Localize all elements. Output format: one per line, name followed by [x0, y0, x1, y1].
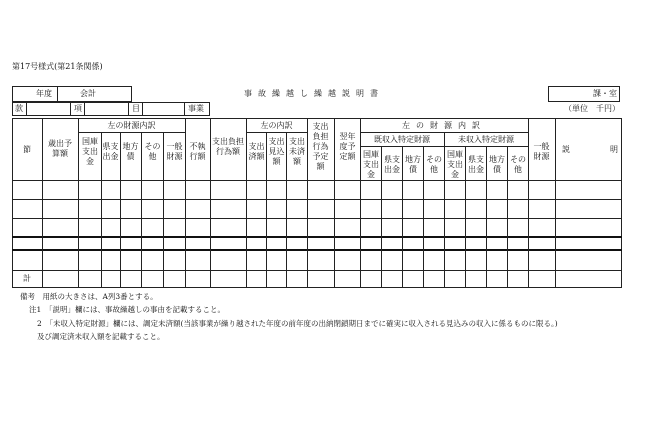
header-kishuunyu: 既収入特定財源	[374, 135, 430, 144]
year-box	[12, 86, 132, 102]
header-kokko: 国庫支出金	[82, 137, 98, 166]
header-chihousai: 地方債	[122, 142, 139, 161]
header-sonota: その他	[144, 142, 161, 161]
note-biko: 備考 用紙の大きさは、A列3番とする。	[20, 292, 158, 301]
note-1: 注1 「説明」欄には、事故繰越しの事由を記載すること。	[29, 305, 226, 314]
header-shishutsu-mikomi: 支出見込額	[268, 137, 285, 166]
header-shishutsu-zumi: 支出済額	[248, 142, 265, 161]
header-mishuunyu: 未収入特定財源	[458, 135, 514, 144]
header-saishutsu: 歳出予算額	[48, 139, 72, 158]
header-kenshi: 県支出金	[102, 142, 119, 161]
year-label: 年度	[36, 89, 52, 98]
header-m-kenshi: 県支出金	[468, 155, 484, 174]
page-title: 事故繰越し繰越説明書	[244, 89, 384, 98]
header-m-kokko: 国庫支出金	[447, 150, 463, 179]
kou-label: 項	[74, 104, 82, 113]
classify-row	[12, 102, 210, 116]
note-2a: 2 「未収入特定財源」欄には、調定未済額(当該事業が繰り越された年度の前年度の出納閉鎖期日までに確実に収入される見込みの収入に係るものに限る。)	[37, 319, 558, 328]
header-shishutsu-misai: 支出未済額	[289, 137, 305, 166]
header-setsumei: 説明	[562, 145, 658, 154]
total-label: 計	[23, 274, 31, 283]
header-k-kokko: 国庫支出金	[363, 150, 379, 179]
header-setsu: 節	[23, 145, 31, 154]
form-number: 第17号様式(第21条関係)	[12, 62, 103, 71]
header-yokunendo: 翌年度予定額	[339, 132, 356, 161]
header-left-funds: 左の財源内訳	[107, 121, 156, 130]
unit-label: （単位 千円）	[564, 104, 620, 113]
account-label: 会計	[80, 89, 96, 98]
kan-label: 款	[15, 104, 23, 113]
header-futan: 支出負担行為額	[212, 137, 244, 156]
dept-label: 課・室	[593, 89, 617, 98]
moku-label: 目	[132, 104, 140, 113]
header-ippan: 一般財源	[166, 142, 183, 161]
header-m-sonota: その他	[510, 155, 526, 174]
header-k-kenshi: 県支出金	[384, 155, 400, 174]
header-k-sonota: その他	[426, 155, 442, 174]
header-k-chihousai: 地方債	[405, 155, 421, 174]
header-right-funds: 左の財源内訳	[402, 121, 486, 130]
header-m-chihousai: 地方債	[489, 155, 505, 174]
header-r-ippan: 一般財源	[533, 142, 550, 161]
header-fushikkou: 不執行額	[189, 142, 206, 161]
note-2b: 及び調定済未収入額を記載すること。	[37, 332, 165, 341]
header-shishutsu-yotei: 支出負担行為予定額	[312, 122, 329, 171]
jigyou-label: 事業	[188, 104, 204, 113]
header-left-breakdown: 左の内訳	[260, 121, 293, 130]
